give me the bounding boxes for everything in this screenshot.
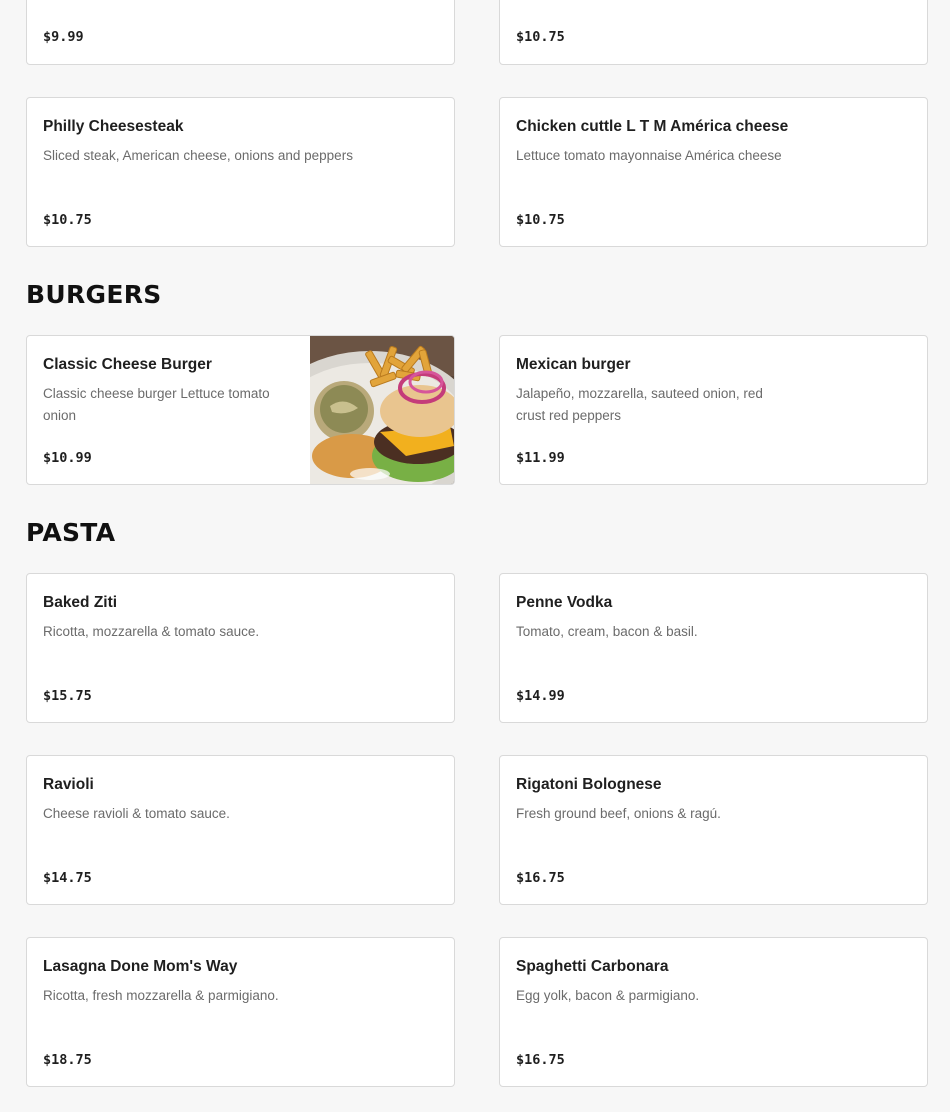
menu-item-description: Tomato, cream, bacon & basil. <box>516 624 698 639</box>
menu-item-description: Ricotta, mozzarella & tomato sauce. <box>43 624 260 639</box>
menu-item-price: $14.75 <box>43 870 92 886</box>
menu-item-price: $10.75 <box>516 212 565 228</box>
menu-item-price: $18.75 <box>43 1052 92 1068</box>
menu-item-card[interactable] <box>26 755 455 905</box>
menu-item-name: Classic Cheese Burger <box>43 356 212 373</box>
section-title-pasta: PASTA <box>26 518 116 547</box>
menu-item-card[interactable] <box>26 335 455 485</box>
menu-item-name: Rigatoni Bolognese <box>516 776 662 793</box>
menu-item-card[interactable] <box>26 97 455 247</box>
menu-item-card[interactable] <box>499 97 928 247</box>
menu-item-price: $9.99 <box>43 29 84 45</box>
menu-item-description: Egg yolk, bacon & parmigiano. <box>516 988 700 1003</box>
menu-item-description: Lettuce tomato mayonnaise América cheese <box>516 148 782 163</box>
menu-item-name: Lasagna Done Mom's Way <box>43 958 238 975</box>
menu-item-price: $10.75 <box>43 212 92 228</box>
menu-item-description: Fresh ground beef, onions & ragú. <box>516 806 721 821</box>
menu-item-price: $16.75 <box>516 1052 565 1068</box>
menu-item-name: Mexican burger <box>516 356 631 373</box>
menu-item-card[interactable] <box>499 0 928 65</box>
menu-item-name: Spaghetti Carbonara <box>516 958 669 975</box>
menu-item-description: Jalapeño, mozzarella, sauteed onion, red crust red peppers <box>516 386 763 423</box>
menu-item-card[interactable] <box>26 0 455 65</box>
menu-item-description: Cheese ravioli & tomato sauce. <box>43 806 230 821</box>
menu-item-price: $14.99 <box>516 688 565 704</box>
menu-item-description: Classic cheese burger Lettuce tomato onion <box>43 386 270 423</box>
menu-item-name: Penne Vodka <box>516 594 613 611</box>
menu-item-card[interactable] <box>499 755 928 905</box>
menu-item-description: Ricotta, fresh mozzarella & parmigiano. <box>43 988 279 1003</box>
menu-item-name: Chicken cuttle L T M América cheese <box>516 118 789 135</box>
menu-item-name: Baked Ziti <box>43 594 118 611</box>
menu-item-price: $15.75 <box>43 688 92 704</box>
menu-item-description: Sliced steak, American cheese, onions and peppers <box>43 148 353 163</box>
menu-item-price: $10.75 <box>516 29 565 45</box>
section-title-burgers: BURGERS <box>26 280 162 309</box>
burger-photo[interactable] <box>310 336 454 484</box>
menu-item-price: $16.75 <box>516 870 565 886</box>
menu-item-card[interactable] <box>499 335 928 485</box>
menu-item-card[interactable] <box>499 573 928 723</box>
menu-item-price: $11.99 <box>516 450 565 466</box>
menu-item-price: $10.99 <box>43 450 92 466</box>
menu-item-card[interactable] <box>499 937 928 1087</box>
menu-item-name: Philly Cheesesteak <box>43 118 184 135</box>
menu-item-card[interactable] <box>26 573 455 723</box>
menu-item-name: Ravioli <box>43 776 94 793</box>
menu-item-card[interactable] <box>26 937 455 1087</box>
